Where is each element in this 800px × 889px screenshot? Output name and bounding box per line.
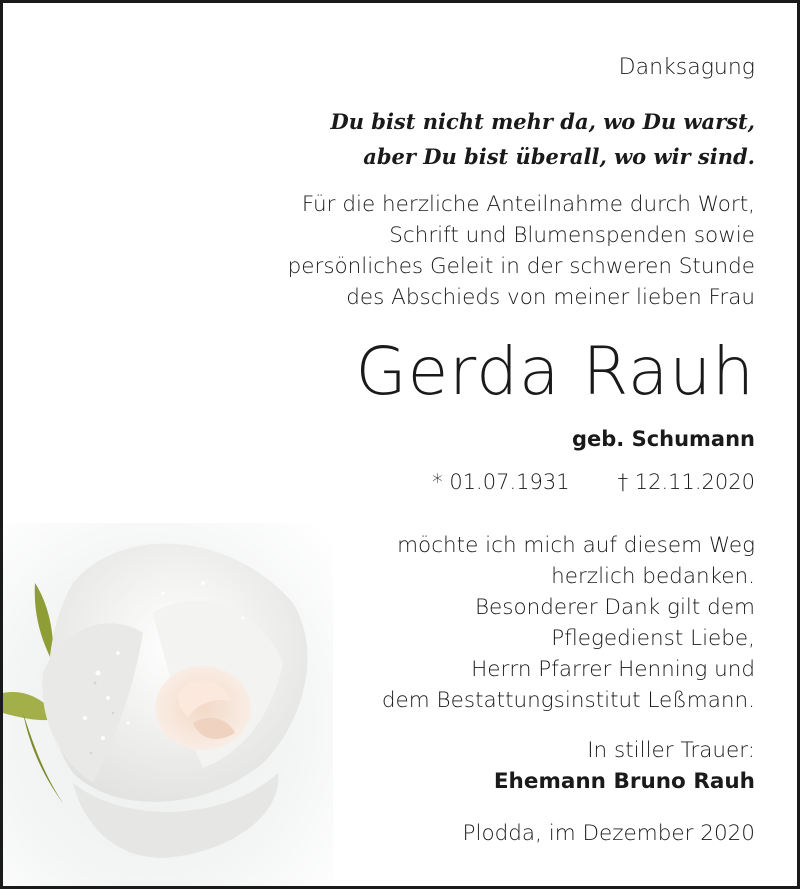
mourning-signature bbox=[494, 735, 755, 797]
intro-line: Schrift und Blumenspenden sowie bbox=[389, 223, 755, 248]
intro-line: des Abschieds von meiner lieben Frau bbox=[346, 285, 755, 310]
place-date: Plodda, im Dezember 2020 bbox=[462, 821, 755, 846]
intro-line: persönliches Geleit in der schweren Stunde bbox=[287, 254, 755, 279]
death-date: † 12.11.2020 bbox=[617, 470, 755, 494]
thanks-line: möchte ich mich auf diesem Weg bbox=[397, 533, 755, 558]
thanks-line: Pflegedienst Liebe, bbox=[551, 626, 755, 651]
thanks-line: dem Bestattungsinstitut Leßmann. bbox=[381, 688, 755, 713]
birth-date: * 01.07.1931 bbox=[432, 470, 570, 494]
deceased-name: Gerda Rauh bbox=[355, 333, 755, 410]
intro-paragraph bbox=[288, 189, 755, 313]
motto-quote bbox=[330, 104, 755, 174]
thanks-line: herzlich bedanken. bbox=[551, 564, 755, 589]
life-dates bbox=[432, 470, 755, 494]
thanks-line: Herrn Pfarrer Henning und bbox=[471, 657, 755, 682]
mourning-intro: In stiller Trauer: bbox=[587, 738, 755, 763]
motto-line: aber Du bist überall, wo wir sind. bbox=[363, 144, 755, 169]
white-rose-image bbox=[3, 523, 333, 886]
motto-line: Du bist nicht mehr da, wo Du warst, bbox=[330, 109, 755, 134]
intro-line: Für die herzliche Anteilnahme durch Wort, bbox=[301, 192, 755, 217]
heading: Danksagung bbox=[618, 55, 755, 80]
signer-name: Ehemann Bruno Rauh bbox=[493, 769, 755, 794]
thanks-line: Besonderer Dank gilt dem bbox=[474, 595, 755, 620]
maiden-name: geb. Schumann bbox=[571, 427, 755, 451]
thanks-paragraph bbox=[382, 530, 755, 716]
